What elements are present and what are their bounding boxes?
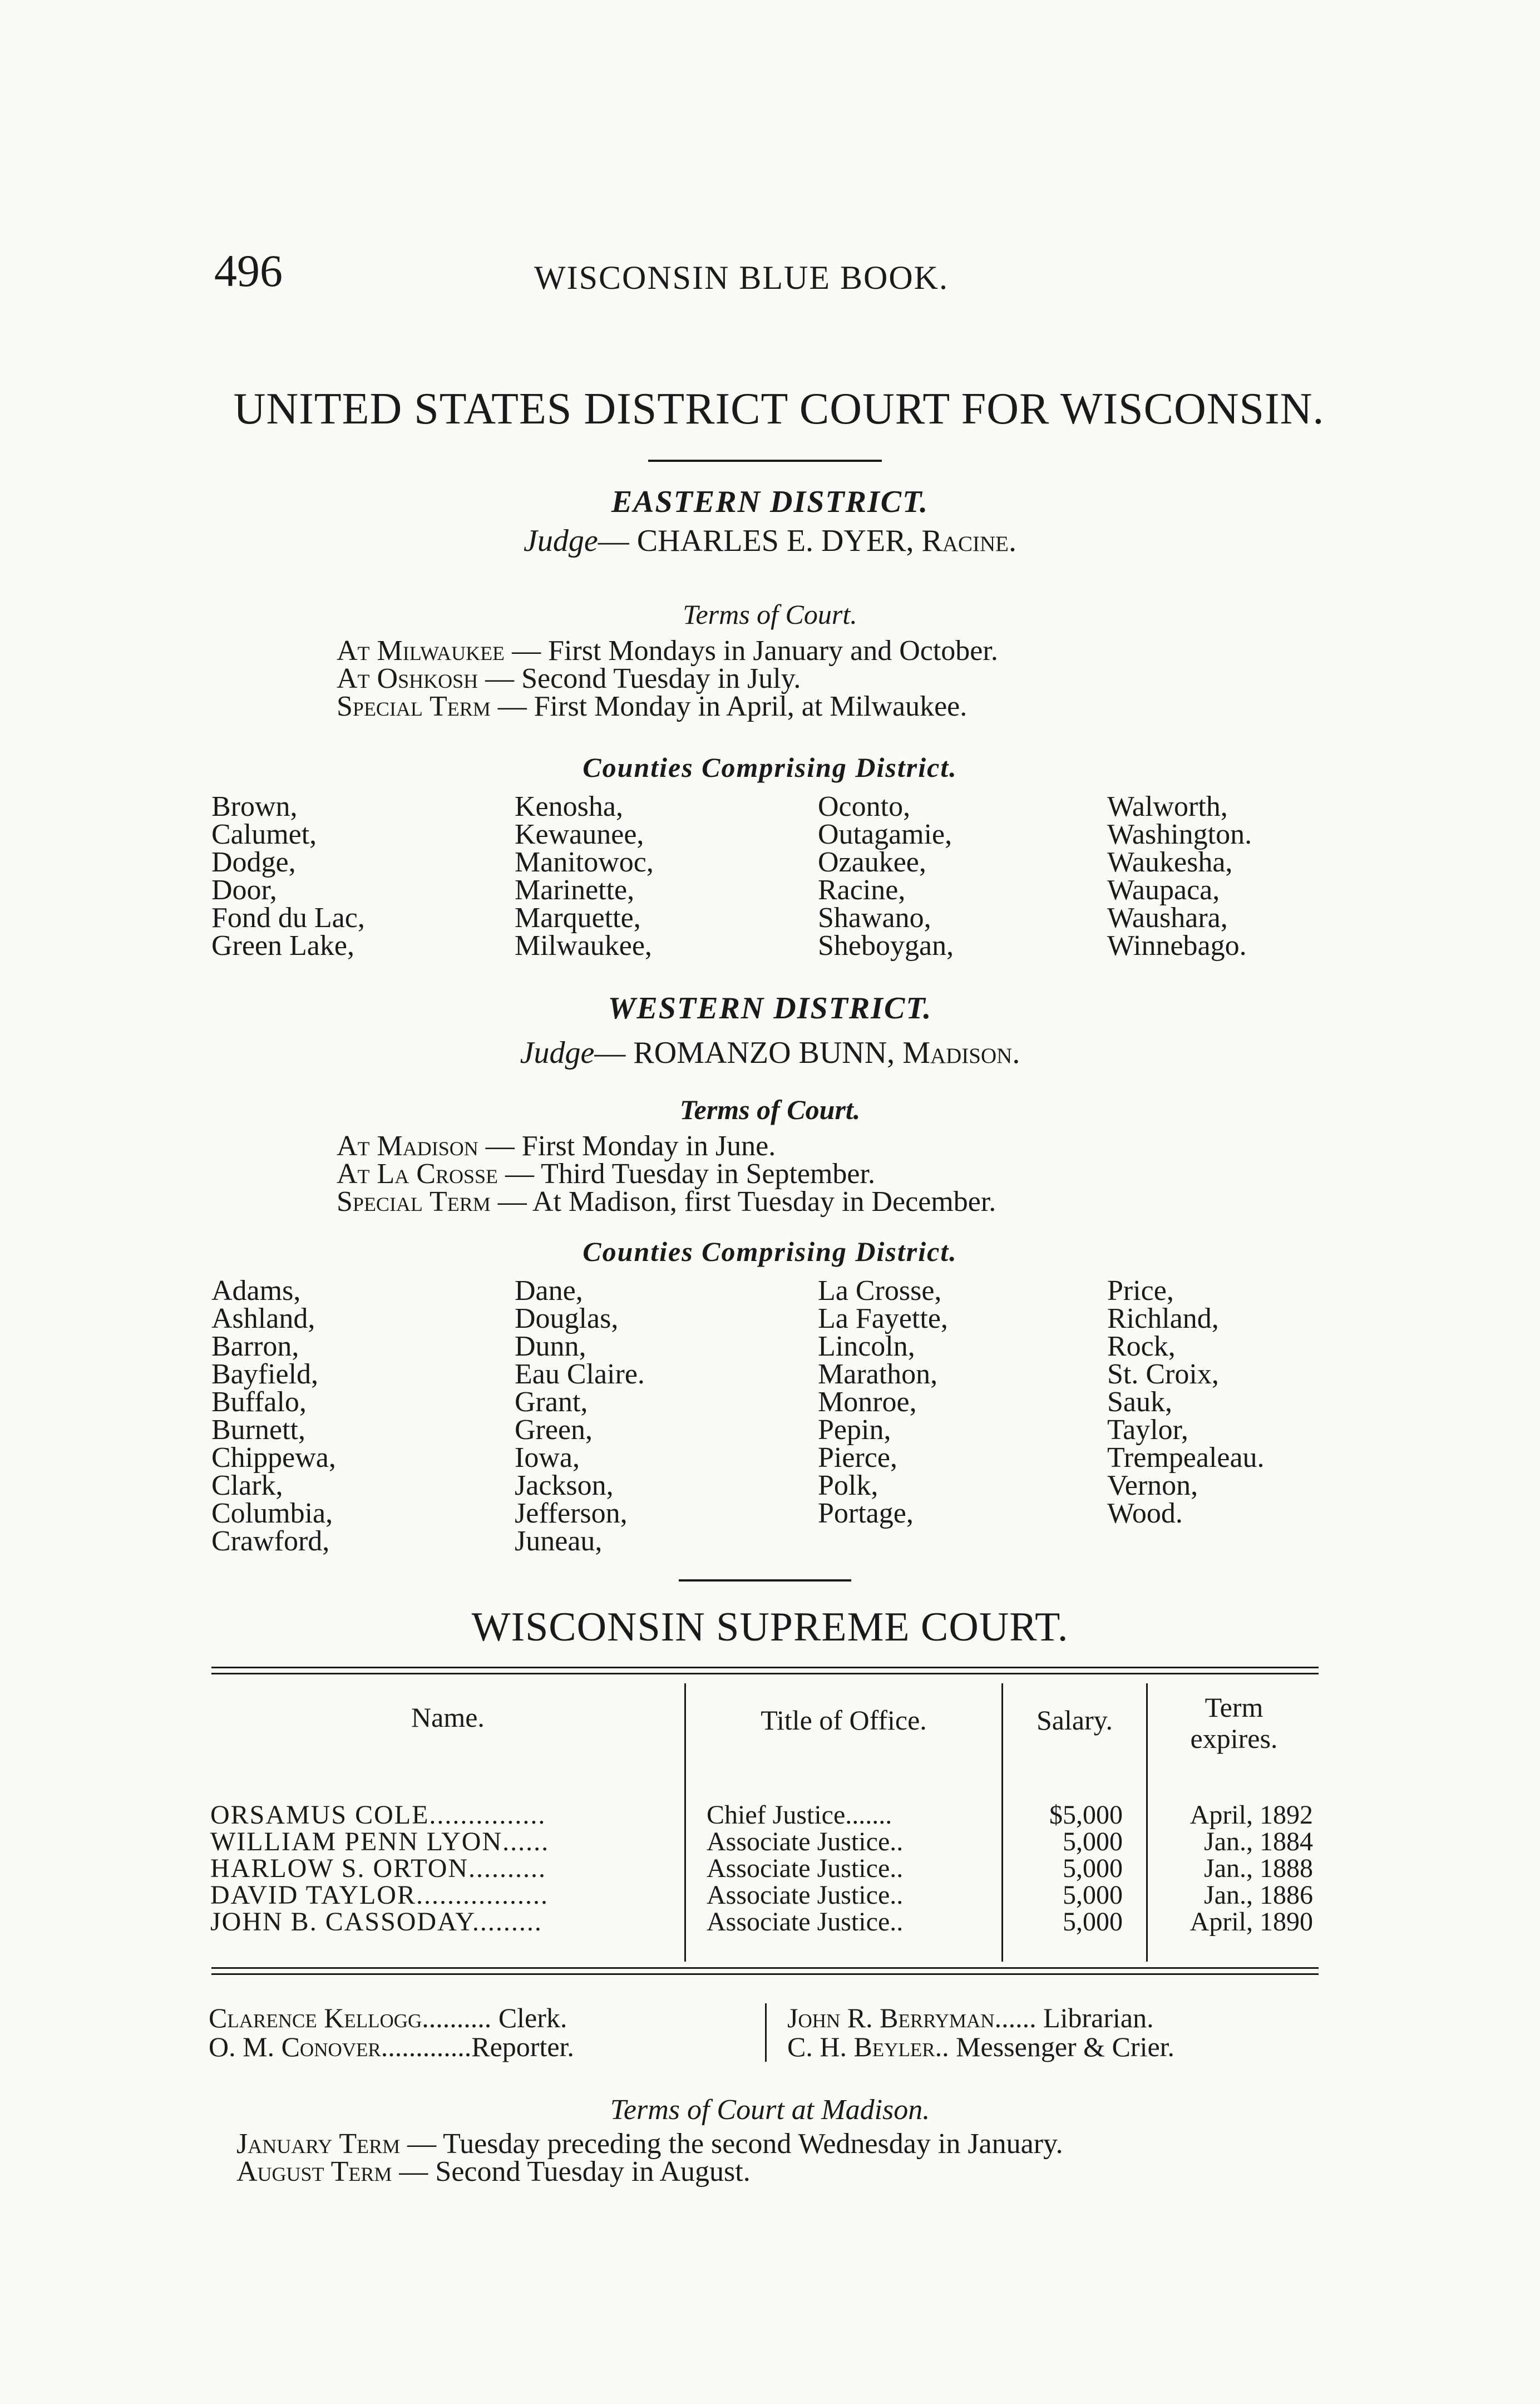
salaries-column <box>1003 1802 1123 1935</box>
term-detail: — Tuesday preceding the second Wednesday in January. <box>400 2128 1063 2160</box>
county-name: Dane, <box>515 1275 583 1307</box>
county-name: Columbia, <box>211 1497 333 1529</box>
western-counties-col-3 <box>818 1277 948 1528</box>
officer-line <box>787 2032 1174 2061</box>
county-name: Waushara, <box>1107 902 1228 934</box>
county-name: Dodge, <box>211 846 296 878</box>
officer-role: Librarian. <box>1036 2002 1154 2033</box>
eastern-counties-heading: Counties Comprising District. <box>583 752 957 783</box>
county-name: Pierce, <box>818 1442 897 1474</box>
table-bottom-rule <box>211 1967 1319 1969</box>
county-name: Ashland, <box>211 1303 315 1334</box>
county-name: Lincoln, <box>818 1331 915 1362</box>
term-header-line-2: expires. <box>1190 1723 1278 1754</box>
table-row-name: ORSAMUS COLE............... <box>210 1800 546 1830</box>
term-place: At La Crosse <box>337 1158 498 1190</box>
officer-line <box>787 2003 1174 2032</box>
term-detail: — Second Tuesday in August. <box>392 2156 751 2188</box>
county-name: Richland, <box>1107 1303 1219 1334</box>
officer-name: John R. Berryman...... <box>787 2002 1036 2033</box>
county-name: Waukesha, <box>1107 846 1233 878</box>
western-counties-heading: Counties Comprising District. <box>583 1236 957 1267</box>
officer-name: Clarence Kellogg.......... <box>209 2002 492 2033</box>
eastern-judge-line <box>0 523 1540 559</box>
county-name: Marinette, <box>515 874 635 906</box>
county-name: Portage, <box>818 1497 914 1529</box>
judge-city: Madison. <box>902 1036 1020 1070</box>
table-row-salary: 5,000 <box>1063 1907 1123 1937</box>
county-name: Trempealeau. <box>1107 1442 1265 1474</box>
eastern-counties-col-3 <box>818 793 954 960</box>
county-name: Milwaukee, <box>515 930 652 962</box>
table-row-office: Associate Justice.. <box>707 1827 904 1856</box>
county-name: La Fayette, <box>818 1303 948 1334</box>
county-name: Oconto, <box>818 791 911 822</box>
county-name: Calumet, <box>211 819 317 850</box>
divider-rule <box>679 1579 851 1582</box>
table-bottom-rule <box>211 1973 1319 1975</box>
western-judge-line <box>0 1035 1540 1071</box>
county-name: Kenosha, <box>515 791 623 822</box>
court-title: UNITED STATES DISTRICT COURT FOR WISCONSIN. <box>233 385 1325 433</box>
table-row-name: WILLIAM PENN LYON...... <box>210 1827 550 1856</box>
county-name: Taylor, <box>1107 1414 1188 1446</box>
supreme-terms-heading: Terms of Court at Madison. <box>610 2094 930 2126</box>
county-name: Manitowoc, <box>515 846 654 878</box>
county-name: Ozaukee, <box>818 846 926 878</box>
western-terms-list <box>337 1132 996 1216</box>
term-place: Special Term <box>337 1186 491 1218</box>
officers-right <box>787 2003 1174 2061</box>
term-place: Special Term <box>337 691 491 722</box>
term-line <box>337 637 998 665</box>
term-place: At Madison <box>337 1130 478 1162</box>
offices-column <box>707 1802 903 1935</box>
eastern-district-heading: EASTERN DISTRICT. <box>611 485 929 519</box>
officers-left <box>209 2003 574 2061</box>
western-district-heading: WESTERN DISTRICT. <box>608 991 932 1026</box>
divider-rule <box>648 460 882 462</box>
column-header-term <box>1148 1692 1320 1754</box>
county-name: Waupaca, <box>1107 874 1220 906</box>
county-name: Winnebago. <box>1107 930 1247 962</box>
county-name: Barron, <box>211 1331 299 1362</box>
judge-prefix: Judge <box>523 524 598 558</box>
county-name: La Crosse, <box>818 1275 942 1307</box>
eastern-counties-col-2 <box>515 793 654 960</box>
term-detail: — Second Tuesday in July. <box>478 663 801 694</box>
table-row-name: HARLOW S. ORTON.......... <box>210 1854 547 1883</box>
term-detail: — First Monday in June. <box>478 1130 776 1162</box>
term-line <box>337 1160 996 1188</box>
officer-line <box>209 2032 574 2061</box>
term-detail: — At Madison, first Tuesday in December. <box>490 1186 996 1218</box>
term-place: At Milwaukee <box>337 635 505 667</box>
column-header-office: Title of Office. <box>761 1705 927 1736</box>
county-name: Buffalo, <box>211 1386 307 1418</box>
term-line <box>337 693 998 721</box>
county-name: Douglas, <box>515 1303 619 1334</box>
officer-name: O. M. Conover............. <box>209 2031 472 2062</box>
county-name: Jefferson, <box>515 1497 628 1529</box>
page-number: 496 <box>214 245 283 296</box>
table-row-salary: 5,000 <box>1063 1854 1123 1883</box>
table-row-name: DAVID TAYLOR................. <box>210 1880 549 1910</box>
table-row-salary: 5,000 <box>1063 1827 1123 1856</box>
western-counties-col-1 <box>211 1277 336 1555</box>
county-name: Brown, <box>211 791 298 822</box>
county-name: Sauk, <box>1107 1386 1172 1418</box>
county-name: Burnett, <box>211 1414 305 1446</box>
county-name: Sheboygan, <box>818 930 954 962</box>
county-name: Fond du Lac, <box>211 902 365 934</box>
table-row-office: Associate Justice.. <box>707 1907 904 1937</box>
county-name: Price, <box>1107 1275 1174 1307</box>
officers-divider <box>765 2003 767 2062</box>
county-name: Adams, <box>211 1275 301 1307</box>
county-name: Polk, <box>818 1470 878 1501</box>
officer-line <box>209 2003 574 2032</box>
table-row-salary: $5,000 <box>1049 1800 1123 1830</box>
term-place: January Term <box>236 2128 401 2160</box>
eastern-terms-list <box>337 637 998 721</box>
expires-column <box>1157 1802 1313 1935</box>
term-detail: — Third Tuesday in September. <box>498 1158 875 1190</box>
county-name: Outagamie, <box>818 819 952 850</box>
county-name: Shawano, <box>818 902 931 934</box>
eastern-counties-col-1 <box>211 793 365 960</box>
county-name: Crawford, <box>211 1525 330 1557</box>
county-name: St. Croix, <box>1107 1358 1219 1390</box>
officer-name: C. H. Beyler.. <box>787 2031 949 2062</box>
term-header-line-1: Term <box>1205 1692 1263 1723</box>
table-row-expires: April, 1890 <box>1189 1907 1313 1937</box>
county-name: Grant, <box>515 1386 588 1418</box>
table-top-rule <box>211 1667 1319 1668</box>
county-name: Green Lake, <box>211 930 354 962</box>
western-counties-col-2 <box>515 1277 645 1555</box>
county-name: Clark, <box>211 1470 283 1501</box>
county-name: Green, <box>515 1414 593 1446</box>
county-name: Jackson, <box>515 1470 614 1501</box>
judge-city: Racine. <box>921 524 1017 558</box>
term-detail: — First Mondays in January and October. <box>505 635 998 667</box>
county-name: Chippewa, <box>211 1442 336 1474</box>
judge-name: — ROMANZO BUNN, <box>594 1036 903 1070</box>
officer-role: Clerk. <box>491 2002 567 2033</box>
county-name: Walworth, <box>1107 791 1228 822</box>
supreme-terms-list <box>236 2130 1063 2186</box>
term-line <box>236 2158 1063 2186</box>
eastern-terms-heading: Terms of Court. <box>683 599 857 630</box>
county-name: Dunn, <box>515 1331 586 1362</box>
county-name: Door, <box>211 874 277 906</box>
column-header-salary: Salary. <box>1036 1705 1113 1736</box>
county-name: Bayfield, <box>211 1358 319 1390</box>
county-name: Marquette, <box>515 902 641 934</box>
county-name: Eau Claire. <box>515 1358 645 1390</box>
term-line <box>236 2130 1063 2158</box>
supreme-court-title: WISCONSIN SUPREME COURT. <box>471 1604 1069 1650</box>
table-row-salary: 5,000 <box>1063 1880 1123 1910</box>
names-column <box>210 1802 549 1935</box>
officer-role: Reporter. <box>471 2031 574 2062</box>
column-header-name: Name. <box>411 1702 485 1733</box>
county-name: Vernon, <box>1107 1470 1198 1501</box>
table-row-office: Chief Justice....... <box>707 1800 892 1830</box>
running-head: WISCONSIN BLUE BOOK. <box>534 259 949 296</box>
county-name: Monroe, <box>818 1386 917 1418</box>
term-place: At Oshkosh <box>337 663 478 694</box>
term-line <box>337 1188 996 1216</box>
eastern-counties-col-4 <box>1107 793 1252 960</box>
county-name: Marathon, <box>818 1358 938 1390</box>
table-row-office: Associate Justice.. <box>707 1854 904 1883</box>
table-row-expires: April, 1892 <box>1189 1800 1313 1830</box>
term-detail: — First Monday in April, at Milwaukee. <box>490 691 968 722</box>
table-row-office: Associate Justice.. <box>707 1880 904 1910</box>
county-name: Racine, <box>818 874 906 906</box>
judge-name: — CHARLES E. DYER, <box>598 524 922 558</box>
county-name: Iowa, <box>515 1442 580 1474</box>
table-top-rule <box>211 1673 1319 1674</box>
county-name: Kewaunee, <box>515 819 644 850</box>
table-row-expires: Jan., 1886 <box>1204 1880 1313 1910</box>
officer-role: Messenger & Crier. <box>949 2031 1175 2062</box>
county-name: Wood. <box>1107 1497 1183 1529</box>
term-place: August Term <box>236 2156 392 2188</box>
table-row-expires: Jan., 1888 <box>1204 1854 1313 1883</box>
term-line <box>337 1132 996 1160</box>
county-name: Pepin, <box>818 1414 891 1446</box>
western-terms-heading: Terms of Court. <box>679 1094 861 1125</box>
county-name: Washington. <box>1107 819 1252 850</box>
term-line <box>337 665 998 693</box>
county-name: Juneau, <box>515 1525 603 1557</box>
table-row-expires: Jan., 1884 <box>1204 1827 1313 1856</box>
county-name: Rock, <box>1107 1331 1176 1362</box>
table-row-name: JOHN B. CASSODAY......... <box>210 1907 542 1937</box>
judge-prefix: Judge <box>520 1036 595 1070</box>
western-counties-col-4 <box>1107 1277 1265 1528</box>
